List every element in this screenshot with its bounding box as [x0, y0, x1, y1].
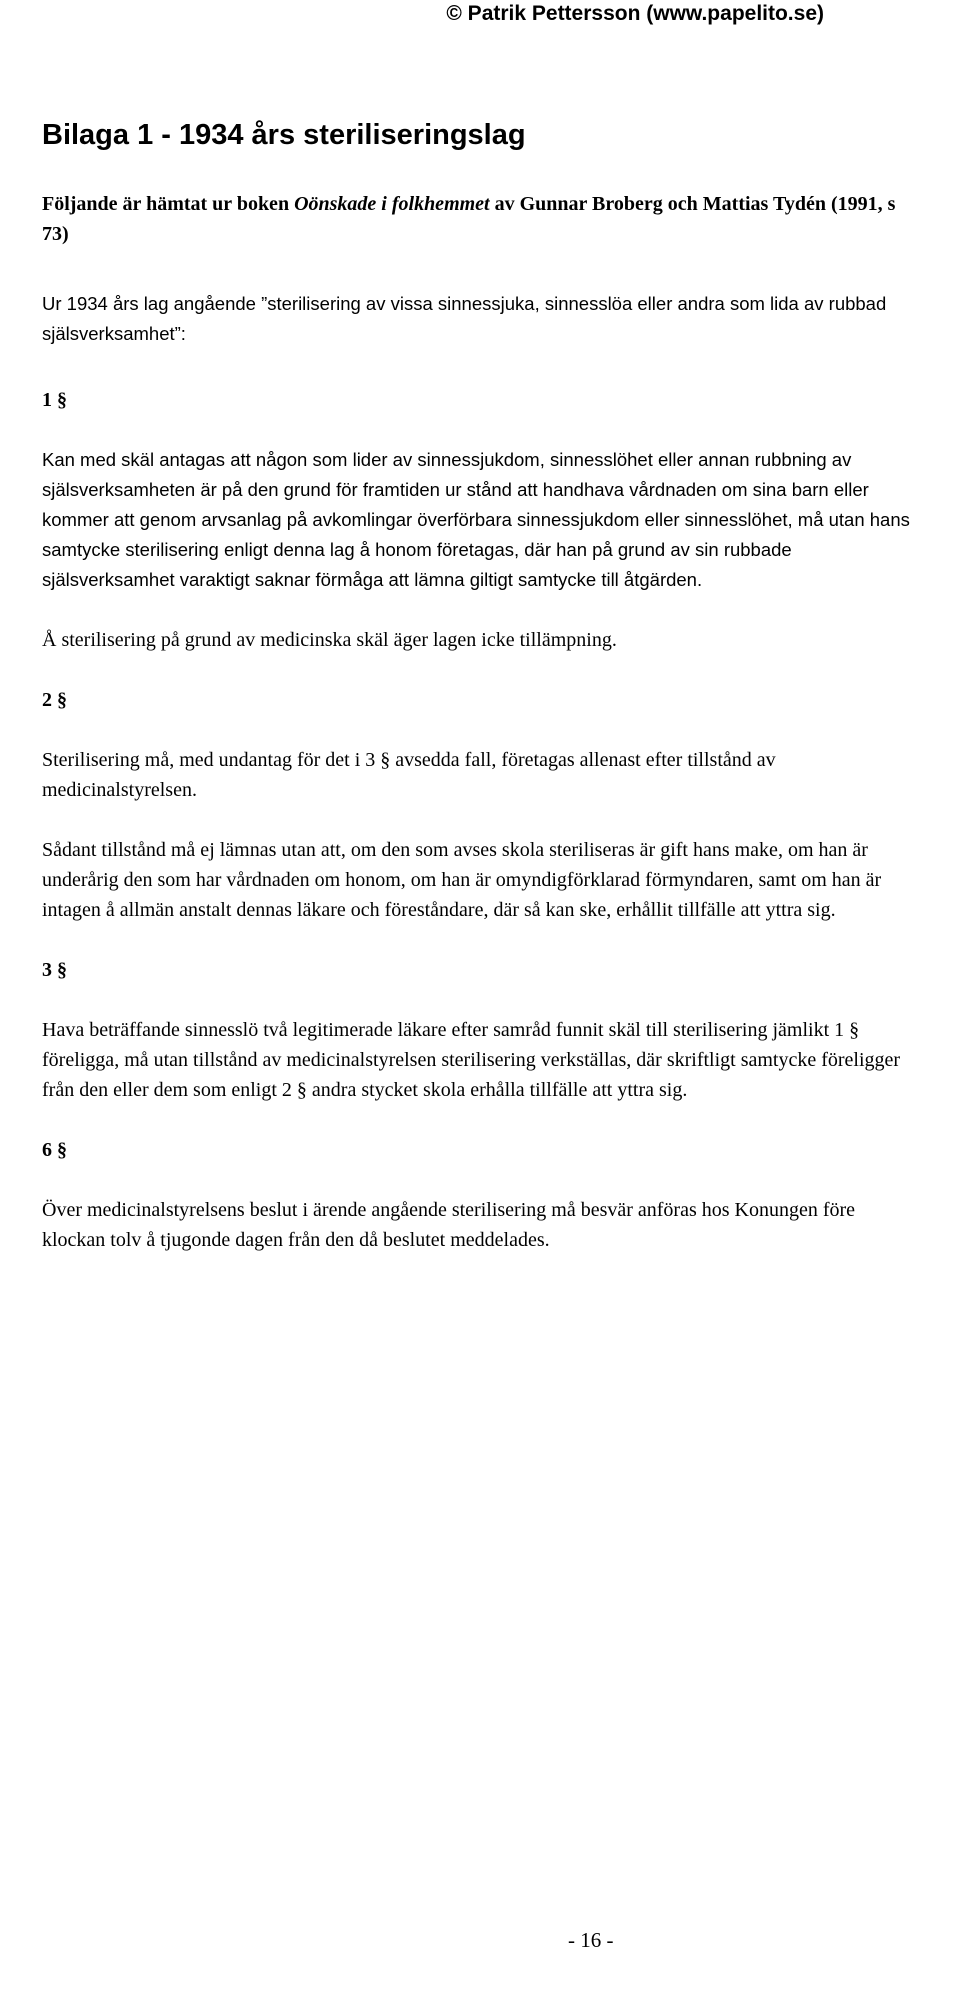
section-2-paragraph-2: Sådant tillstånd må ej lämnas utan att, om den som avses skola steriliseras är gift hans make, om han är underårig den som har vårdnaden om honom, om han är omyndigförklarad förmyndaren, samt om han är intagen å allmän anstalt dennas läkare och föreståndare, där så kan ske, erhållit tillfälle att yttra sig.: [42, 838, 882, 921]
section-heading-6: 6 §: [42, 1138, 67, 1161]
page-number: - 16 -: [568, 1928, 614, 1952]
source-citation: [42, 189, 922, 249]
section-6-paragraph-1: Över medicinalstyrelsens beslut i ärende angående sterilisering må besvär anföras hos Konungen före klockan tolv å tjugonde dagen från den då beslutet meddelades.: [42, 1198, 856, 1251]
source-suffix: av Gunnar Broberg och Mattias Tydén (1991, s 73): [42, 192, 896, 245]
section-heading-3: 3 §: [42, 958, 67, 981]
page-header-copyright: © Patrik Pettersson (www.papelito.se): [446, 2, 824, 25]
document-title: Bilaga 1 - 1934 års steriliseringslag: [42, 119, 526, 151]
source-book-title: Oönskade i folkhemmet: [294, 192, 490, 215]
section-1-paragraph-1: Kan med skäl antagas att någon som lider av sinnessjukdom, sinnesslöhet eller annan rubbning av själsverksamheten är på den grund för framtiden ur stånd att handhava vårdnaden om sina barn eller kommer att genom arvsanlag på avkomlingar överförbara sinnessjukdom eller sinnesslöhet, må utan hans samtycke sterilisering enligt denna lag å honom företagas, där han på grund av sin rubbade själsverksamhet varaktigt saknar förmåga att lämna giltigt samtycke till åtgärden.: [42, 448, 910, 590]
section-3-paragraph-1: Hava beträffande sinnesslö två legitimerade läkare efter samråd funnit skäl till sterilisering jämlikt 1 § föreligga, må utan tillstånd av medicinalstyrelsen sterilisering verkställas, där skriftligt samtycke föreligger från den eller dem som enligt 2 § andra stycket skola erhålla tillfälle att yttra sig.: [42, 1018, 901, 1101]
source-prefix: Följande är hämtat ur boken: [42, 192, 295, 215]
law-intro: Ur 1934 års lag angående ”sterilisering av vissa sinnessjuka, sinnesslöa eller andra som lida av rubbad själsverksamhet”:: [42, 292, 887, 344]
document-body: [42, 118, 922, 1285]
section-heading-1: 1 §: [42, 388, 67, 411]
section-heading-2: 2 §: [42, 688, 67, 711]
section-2-paragraph-1: Sterilisering må, med undantag för det i 3 § avsedda fall, företagas allenast efter tillstånd av medicinalstyrelsen.: [42, 748, 776, 801]
section-1-paragraph-2: Å sterilisering på grund av medicinska skäl äger lagen icke tillämpning.: [42, 628, 617, 651]
